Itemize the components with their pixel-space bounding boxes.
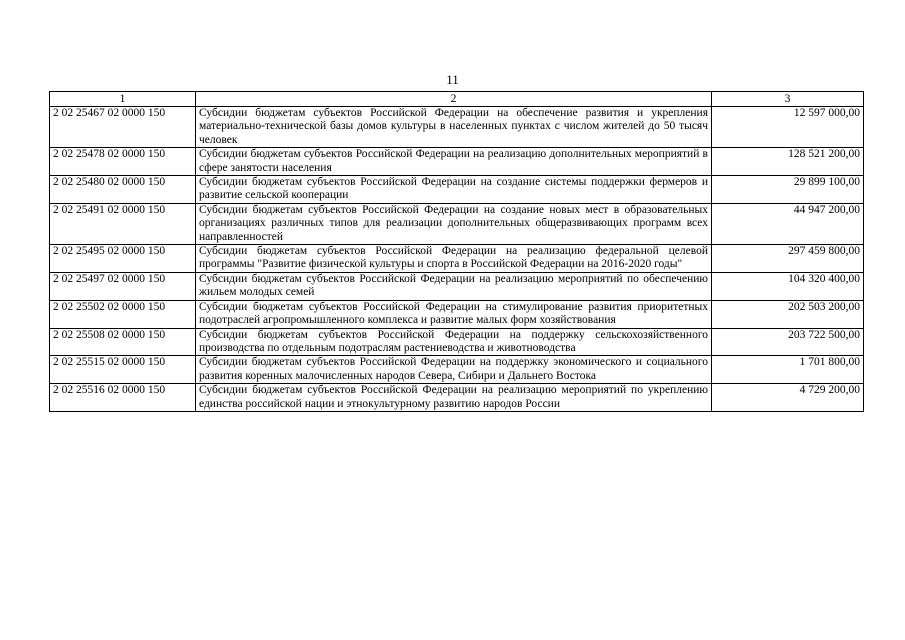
table-row xyxy=(50,300,864,328)
table-row xyxy=(50,176,864,204)
row-description: Субсидии бюджетам субъектов Российской Федерации на поддержку экономического и социального развития коренных малочисленных народов Севера, Сибири и Дальнего Востока xyxy=(196,356,712,384)
table-row xyxy=(50,356,864,384)
row-code: 2 02 25516 02 0000 150 xyxy=(50,384,196,412)
row-description: Субсидии бюджетам субъектов Российской Федерации на обеспечение развития и укрепления материально-технической базы домов культуры в населенных пунктах с числом жителей до 50 тысяч человек xyxy=(196,107,712,148)
row-amount: 104 320 400,00 xyxy=(712,272,864,300)
table-row xyxy=(50,203,864,244)
column-header-code: 1 xyxy=(50,92,196,107)
row-code: 2 02 25491 02 0000 150 xyxy=(50,203,196,244)
row-code: 2 02 25478 02 0000 150 xyxy=(50,148,196,176)
column-header-amount: 3 xyxy=(712,92,864,107)
row-amount: 44 947 200,00 xyxy=(712,203,864,244)
table-row xyxy=(50,328,864,356)
row-amount: 128 521 200,00 xyxy=(712,148,864,176)
row-description: Субсидии бюджетам субъектов Российской Федерации на создание новых мест в образовательных организациях различных типов для реализации дополнительных общеразвивающих программ всех направленностей xyxy=(196,203,712,244)
row-description: Субсидии бюджетам субъектов Российской Федерации на реализацию федеральной целевой программы "Развитие физической культуры и спорта в Российской Федерации на 2016-2020 годы" xyxy=(196,245,712,273)
row-amount: 202 503 200,00 xyxy=(712,300,864,328)
row-code: 2 02 25515 02 0000 150 xyxy=(50,356,196,384)
row-code: 2 02 25508 02 0000 150 xyxy=(50,328,196,356)
row-description: Субсидии бюджетам субъектов Российской Федерации на стимулирование развития приоритетных подотраслей агропромышленного комплекса и развитие малых форм хозяйствования xyxy=(196,300,712,328)
row-code: 2 02 25495 02 0000 150 xyxy=(50,245,196,273)
row-amount: 1 701 800,00 xyxy=(712,356,864,384)
row-description: Субсидии бюджетам субъектов Российской Федерации на реализацию мероприятий по укреплению единства российской нации и этнокультурному развитию народов России xyxy=(196,384,712,412)
row-amount: 4 729 200,00 xyxy=(712,384,864,412)
column-header-description: 2 xyxy=(196,92,712,107)
row-amount: 297 459 800,00 xyxy=(712,245,864,273)
row-amount: 29 899 100,00 xyxy=(712,176,864,204)
table-row xyxy=(50,384,864,412)
row-code: 2 02 25480 02 0000 150 xyxy=(50,176,196,204)
page-number: 11 xyxy=(446,72,459,87)
row-code: 2 02 25497 02 0000 150 xyxy=(50,272,196,300)
row-code: 2 02 25467 02 0000 150 xyxy=(50,107,196,148)
row-description: Субсидии бюджетам субъектов Российской Федерации на реализацию мероприятий по обеспечению жильем молодых семей xyxy=(196,272,712,300)
row-amount: 203 722 500,00 xyxy=(712,328,864,356)
budget-table xyxy=(49,91,864,412)
row-code: 2 02 25502 02 0000 150 xyxy=(50,300,196,328)
row-description: Субсидии бюджетам субъектов Российской Федерации на создание системы поддержки фермеров и развитие сельской кооперации xyxy=(196,176,712,204)
table-row xyxy=(50,272,864,300)
table-row xyxy=(50,245,864,273)
header-row xyxy=(50,92,864,107)
row-description: Субсидии бюджетам субъектов Российской Федерации на поддержку сельскохозяйственного производства по отдельным подотраслям растениеводства и животноводства xyxy=(196,328,712,356)
table-row xyxy=(50,107,864,148)
row-description: Субсидии бюджетам субъектов Российской Федерации на реализацию дополнительных мероприятий в сфере занятости населения xyxy=(196,148,712,176)
table-row xyxy=(50,148,864,176)
row-amount: 12 597 000,00 xyxy=(712,107,864,148)
